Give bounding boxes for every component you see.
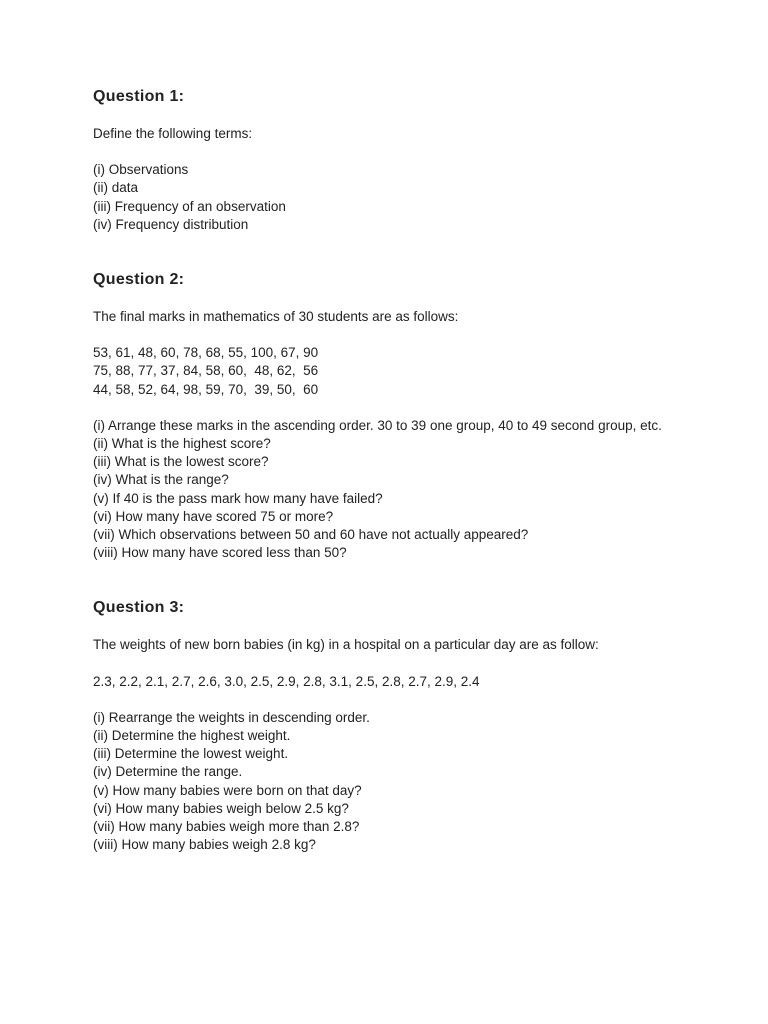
- question-1-title: Question 1:: [93, 88, 185, 105]
- question-1-item: (iii) Frequency of an observation: [93, 198, 286, 214]
- question-3-item: (viii) How many babies weigh 2.8 kg?: [93, 837, 316, 853]
- question-2-item: (vi) How many have scored 75 or more?: [93, 508, 334, 524]
- question-1-list: [93, 161, 693, 234]
- question-1-item: (i) Observations: [93, 162, 189, 178]
- question-1: [93, 86, 693, 234]
- question-2-item: (vii) Which observations between 50 and 60 have not actually appeared?: [93, 527, 529, 543]
- question-2-list: [93, 417, 663, 563]
- question-2: [93, 269, 693, 562]
- question-2-item: (iii) What is the lowest score?: [93, 454, 269, 470]
- question-3-data-row: 2.3, 2.2, 2.1, 2.7, 2.6, 3.0, 2.5, 2.9, 2.8, 3.1, 2.5, 2.8, 2.7, 2.9, 2.4: [93, 673, 480, 689]
- question-1-item: (iv) Frequency distribution: [93, 216, 249, 232]
- question-2-item: (iv) What is the range?: [93, 472, 229, 488]
- question-3: [93, 597, 693, 854]
- question-3-item: (vi) How many babies weigh below 2.5 kg?: [93, 800, 349, 816]
- question-2-item: (ii) What is the highest score?: [93, 436, 271, 452]
- question-2-item: (i) Arrange these marks in the ascending order. 30 to 39 one group, 40 to 49 second group, etc.: [93, 417, 662, 433]
- question-1-prompt: Define the following terms:: [93, 126, 253, 141]
- question-1-item: (ii) data: [93, 180, 139, 196]
- question-2-prompt: The final marks in mathematics of 30 students are as follows:: [93, 309, 459, 325]
- question-3-item: (ii) Determine the highest weight.: [93, 728, 291, 744]
- question-2-data: [93, 344, 693, 399]
- question-2-data-row: 53, 61, 48, 60, 78, 68, 55, 100, 67, 90: [93, 345, 319, 361]
- question-2-title: Question 2:: [93, 271, 185, 289]
- question-2-item: (v) If 40 is the pass mark how many have failed?: [93, 490, 383, 506]
- question-3-item: (iii) Determine the lowest weight.: [93, 746, 289, 762]
- question-2-item: (viii) How many have scored less than 50?: [93, 545, 347, 561]
- question-3-title: Question 3:: [93, 599, 185, 617]
- question-2-data-row: 44, 58, 52, 64, 98, 59, 70, 39, 50, 60: [93, 381, 319, 397]
- document-page: [93, 86, 693, 854]
- question-3-item: (iv) Determine the range.: [93, 764, 243, 780]
- question-3-list: [93, 709, 693, 855]
- question-3-prompt: The weights of new born babies (in kg) in a hospital on a particular day are as follow:: [93, 637, 599, 653]
- question-2-data-row: 75, 88, 77, 37, 84, 58, 60, 48, 62, 56: [93, 363, 319, 379]
- question-3-item: (i) Rearrange the weights in descending order.: [93, 709, 370, 725]
- question-3-item: (v) How many babies were born on that day?: [93, 782, 362, 798]
- question-3-item: (vii) How many babies weigh more than 2.8?: [93, 819, 360, 835]
